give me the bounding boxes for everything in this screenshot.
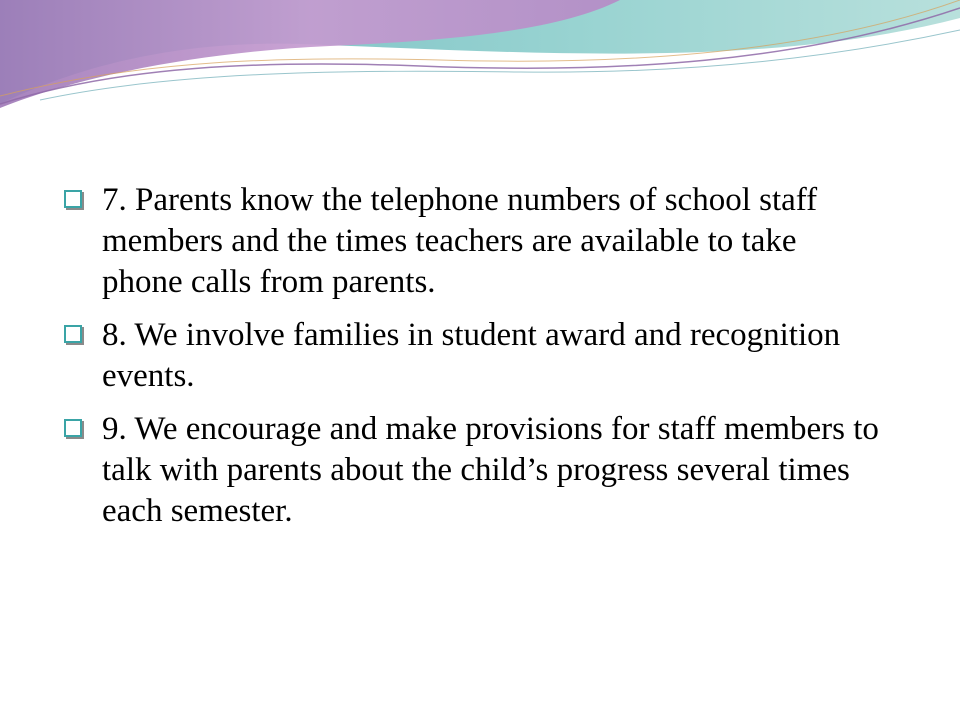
hollow-square-bullet-icon: [64, 325, 82, 343]
hollow-square-bullet-icon: [64, 419, 82, 437]
bullet-text: 7. Parents know the telephone numbers of school staff members and the times teachers are available to take phone calls from parents.: [102, 182, 818, 300]
bullet-item-9: [64, 409, 884, 532]
bullet-item-8: [64, 315, 884, 397]
bullet-text: 8. We involve families in student award and recognition events.: [102, 317, 841, 394]
bullet-item-7: [64, 180, 884, 303]
bullet-text: 9. We encourage and make provisions for staff members to talk with parents about the child’s progress several times each semester.: [102, 411, 879, 529]
hollow-square-bullet-icon: [64, 190, 82, 208]
header-wave-decoration: [0, 0, 960, 120]
bullet-list: [64, 180, 884, 544]
